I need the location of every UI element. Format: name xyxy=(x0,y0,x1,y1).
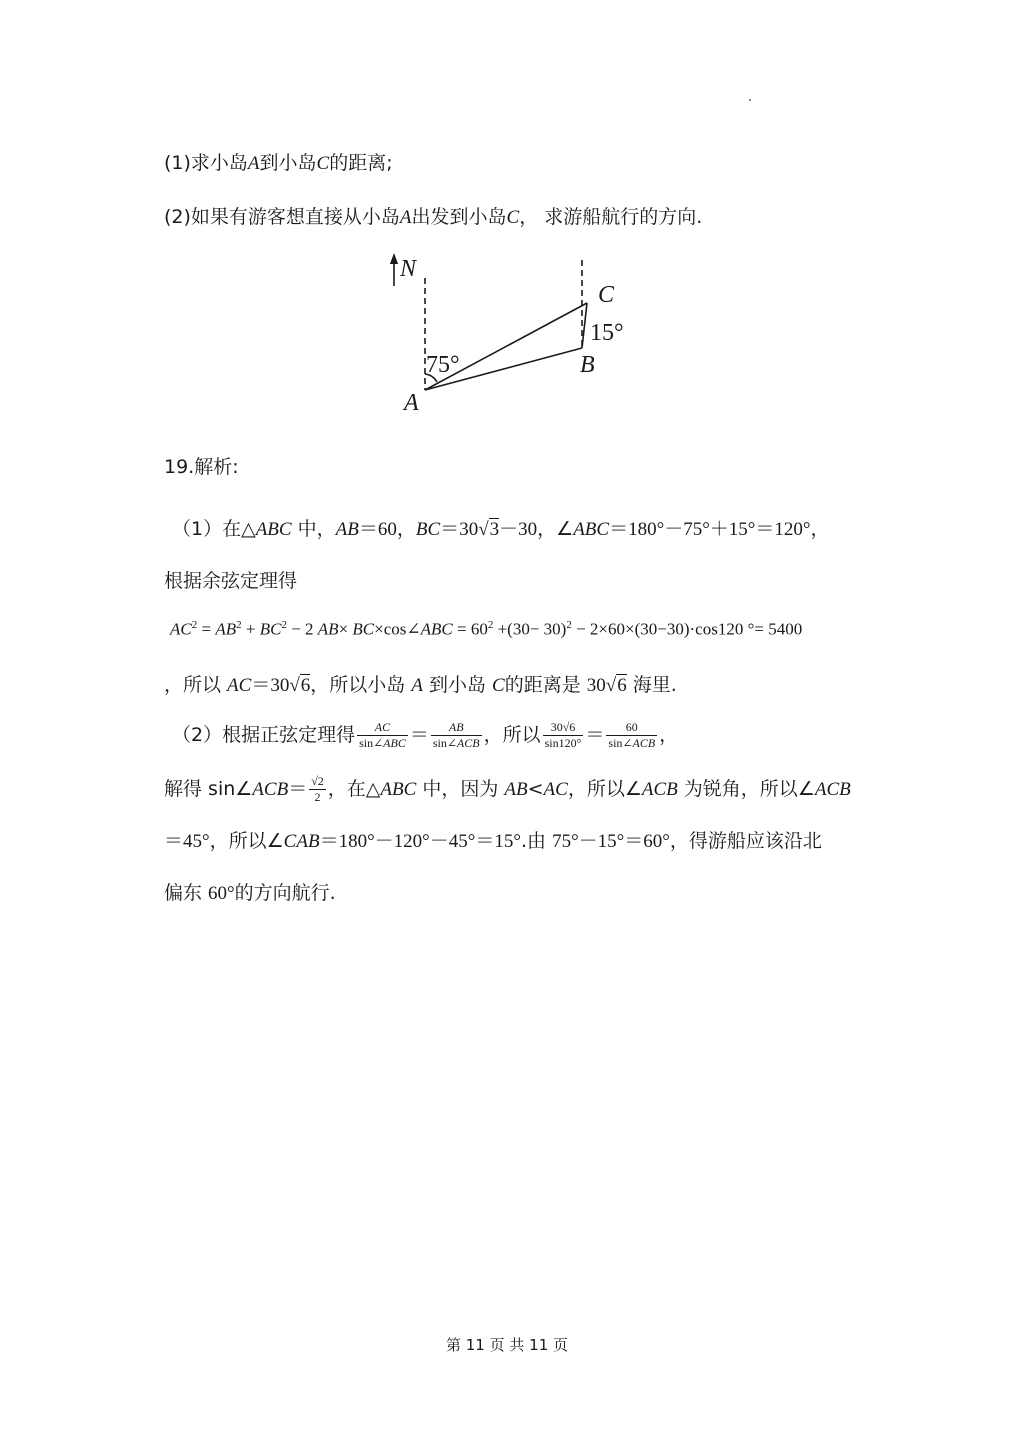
scan-speck xyxy=(749,99,751,101)
label-north: N xyxy=(400,256,417,282)
label-angle-a: 75° xyxy=(426,352,460,378)
solution-line-5: （2）根据正弦定理得 $\frac{AC}{\text{sin∠ABC}}$ ＝ $\frac{AB}{\text{sin∠ACB}}$ ，所以 $\frac{30√6}{\sin 120^\circ}$ ＝ $\frac{60}{\text{sin∠ACB}}$ ， xyxy=(172,720,679,750)
solution-line-2: 根据余弦定理得 xyxy=(164,570,298,592)
label-point-c: C xyxy=(598,282,615,308)
solution-line-8: 偏东 60°的方向航行. xyxy=(164,882,336,904)
label-point-a: A xyxy=(404,390,419,416)
question-part-2: (2)如果有游客想直接从小岛A出发到小岛C， 求游船航行的方向. xyxy=(164,206,703,228)
page-footer: 第 11 页 共 11 页 xyxy=(446,1336,569,1354)
solution-line-7: ＝45°，所以∠CAB＝180°－120°－45°＝15°.由 75°－15°＝60°，得游船应该沿北 xyxy=(164,830,822,852)
solution-heading: 19.解析: xyxy=(164,456,239,478)
solution-line-1: （1）在△ABC 中，AB＝60，BC＝30√3－30，∠ABC＝180°－75°＋15°＝120°， xyxy=(172,518,830,540)
navigation-figure xyxy=(380,248,640,418)
label-angle-b: 15° xyxy=(590,320,624,346)
label-point-b: B xyxy=(580,352,595,378)
question-part-1: (1)求小岛A到小岛C的距离; xyxy=(164,152,393,174)
solution-line-4: ，所以 AC＝30√6，所以小岛 A 到小岛 C的距离是 30√6 海里. xyxy=(164,674,677,696)
solution-line-3-cosine-law: $AC^2 = AB^2 + BC^2 - 2$ AB× BC×cos∠ABC = $60^2 +(30- 30)^2 - 2\times 60\times(30-30)\cdot\cos 120$ °= 5400 xyxy=(170,619,803,639)
solution-line-6: 解得 sin∠ACB＝ $\frac{√2}{2}$ ，在△ABC 中，因为 AB<AC，所以∠ACB 为锐角，所以∠ACB xyxy=(164,774,851,804)
